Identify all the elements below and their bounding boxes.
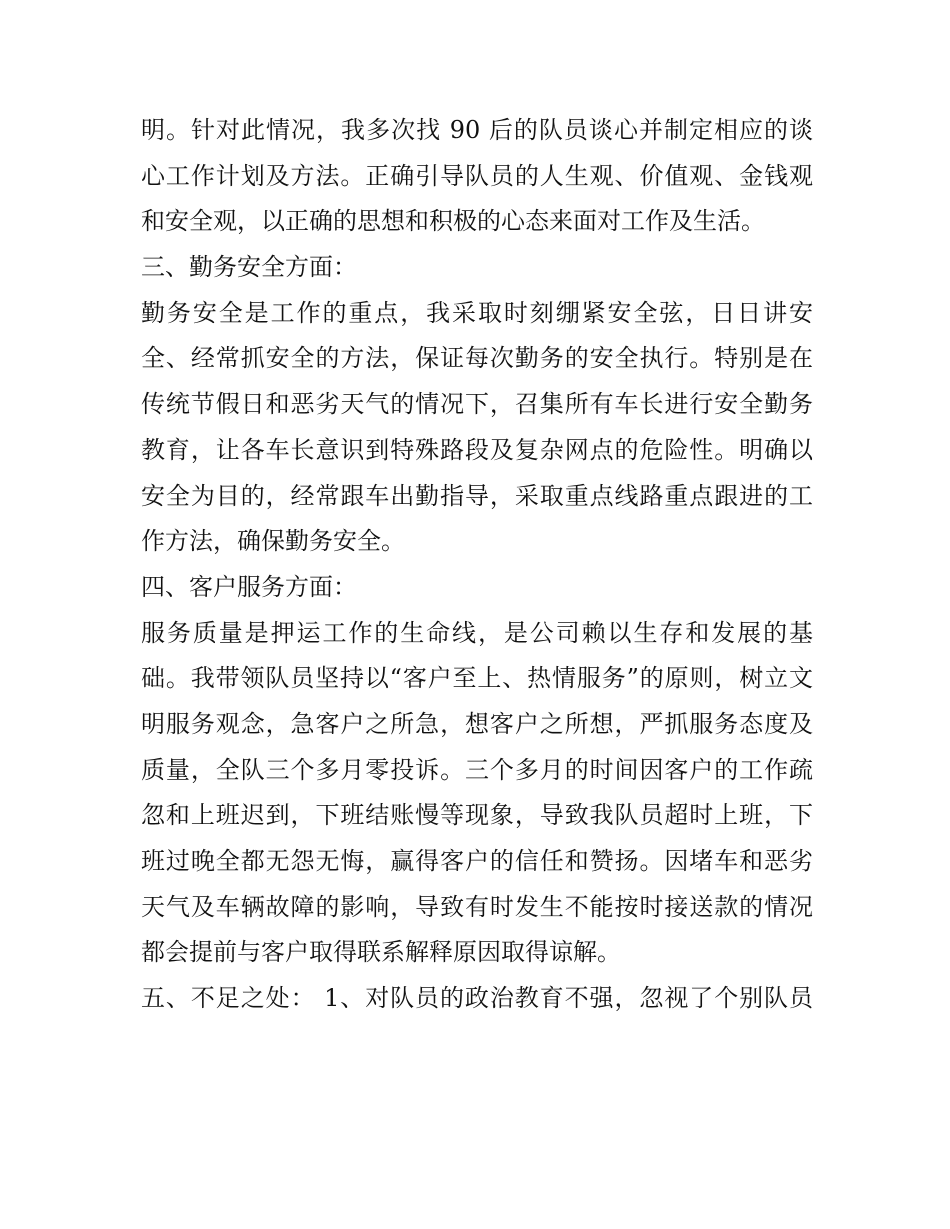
text-line-6: 全、经常抓安全的方法，保证每次勤务的安全执行。特别是在	[141, 344, 813, 373]
text-line-12: 服务质量是押运工作的生命线，是公司赖以生存和发展的基	[141, 618, 813, 647]
text-line-7: 传统节假日和恶劣天气的情况下，召集所有车长进行安全勤务	[141, 390, 813, 419]
section-heading-3: 三、勤务安全方面：	[141, 253, 357, 282]
text-line-18: 天气及车辆故障的影响，导致有时发生不能按时接送款的情况	[141, 892, 813, 921]
text-line-17: 班过晚全都无怨无悔，赢得客户的信任和赞扬。因堵车和恶劣	[141, 847, 813, 875]
document-body	[141, 108, 813, 1022]
text-line-15: 质量，全队三个多月零投诉。三个多月的时间因客户的工作疏	[141, 755, 813, 784]
text-line-1: 明。针对此情况，我多次找 90 后的队员谈心并制定相应的谈	[141, 116, 813, 144]
section-heading-4: 四、客户服务方面：	[141, 572, 357, 601]
text-line-16: 忽和上班迟到，下班结账慢等现象，导致我队员超时上班，下	[141, 801, 813, 830]
text-line-14: 明服务观念，急客户之所急，想客户之所想，严抓服务态度及	[141, 709, 813, 738]
text-line-5: 勤务安全是工作的重点，我采取时刻绷紧安全弦，日日讲安	[141, 298, 813, 327]
text-line-10: 作方法，确保勤务安全。	[141, 527, 405, 556]
text-line-19: 都会提前与客户取得联系解释原因取得谅解。	[141, 938, 621, 967]
section-heading-5: 五、不足之处： 1、对队员的政治教育不强，忽视了个别队员	[141, 984, 813, 1013]
text-line-3: 和安全观，以正确的思想和积极的心态来面对工作及生活。	[141, 207, 765, 236]
text-line-9: 安全为目的，经常跟车出勤指导，采取重点线路重点跟进的工	[141, 481, 813, 510]
text-line-2: 心工作计划及方法。正确引导队员的人生观、价值观、金钱观	[141, 161, 813, 190]
text-line-8: 教育，让各车长意识到特殊路段及复杂网点的危险性。明确以	[141, 435, 813, 464]
text-line-13: 础。我带领队员坚持以“客户至上、热情服务”的原则，树立文	[141, 664, 813, 693]
